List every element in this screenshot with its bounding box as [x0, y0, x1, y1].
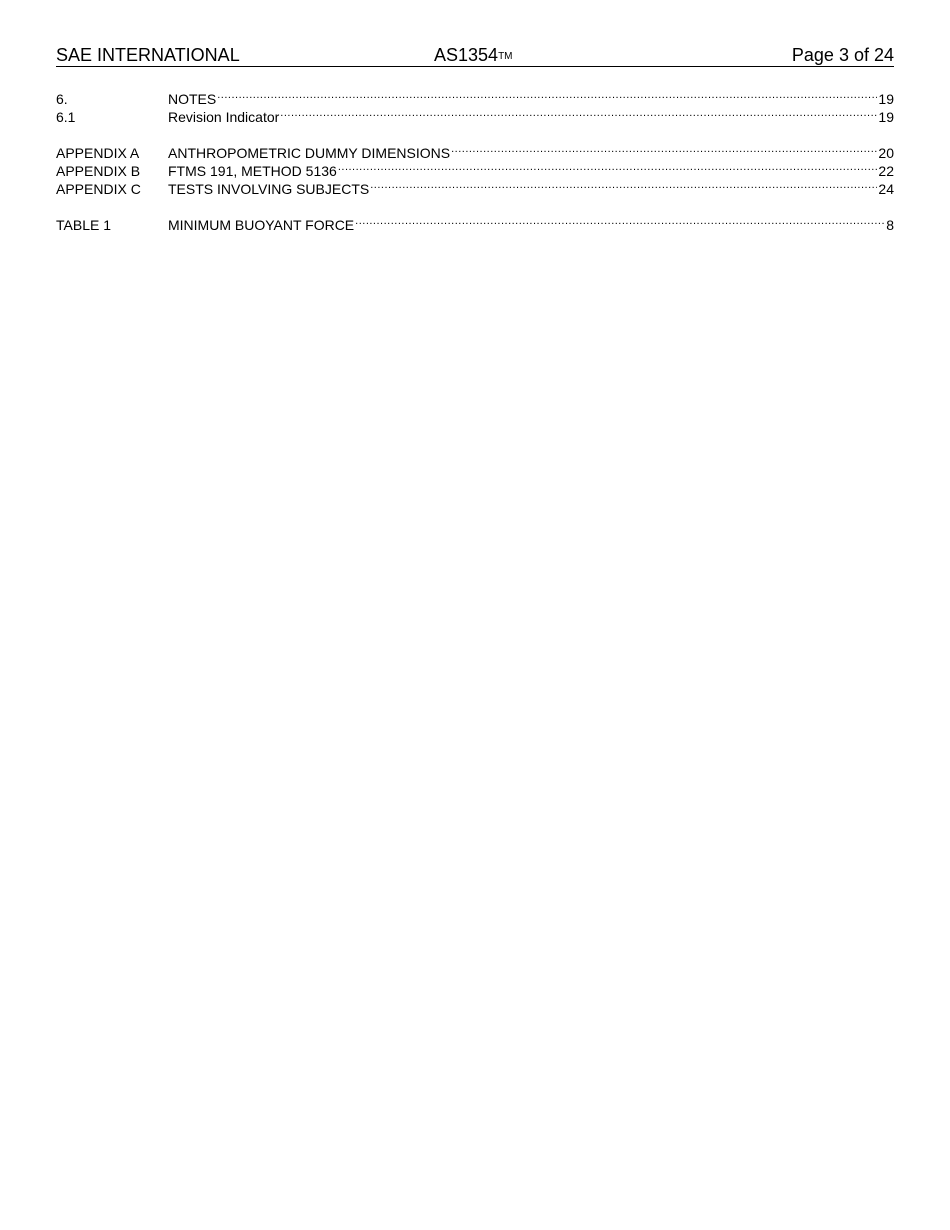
toc-entry-page: 20 — [878, 145, 894, 161]
toc-entry-title: NOTES — [168, 91, 217, 107]
header-organization: SAE INTERNATIONAL — [56, 45, 240, 65]
toc-group-appendices — [56, 140, 894, 197]
toc-entry-number: APPENDIX B — [56, 163, 141, 179]
toc-entry-title: ANTHROPOMETRIC DUMMY DIMENSIONS — [168, 145, 451, 161]
toc-entry-page: 22 — [878, 163, 894, 179]
toc-entry-number: 6. — [56, 91, 68, 107]
header-page-number: Page 3 of 24 — [791, 45, 894, 65]
toc-entry-title: TESTS INVOLVING SUBJECTS — [168, 181, 370, 197]
toc-entry-title: FTMS 191, METHOD 5136 — [168, 163, 337, 179]
toc-dot-leader — [217, 86, 877, 104]
toc-entry-number: APPENDIX C — [56, 181, 141, 197]
toc-group-tables — [56, 212, 894, 233]
toc-dot-leader — [451, 140, 877, 158]
table-of-contents — [56, 86, 894, 248]
toc-entry-number: APPENDIX A — [56, 145, 140, 161]
toc-group-notes — [56, 86, 894, 125]
toc-dot-leader — [355, 212, 885, 230]
toc-entry[interactable] — [56, 212, 894, 233]
toc-entry-page: 19 — [878, 109, 894, 125]
toc-entry-number: TABLE 1 — [56, 217, 111, 233]
toc-entry-page: 19 — [878, 91, 894, 107]
toc-entry-number: 6.1 — [56, 109, 76, 125]
toc-dot-leader — [370, 176, 877, 194]
document-id-text: AS1354 — [434, 45, 499, 65]
toc-entry-page: 24 — [878, 181, 894, 197]
toc-entry[interactable] — [56, 140, 894, 161]
header-document-id — [434, 44, 513, 68]
page-header — [56, 44, 894, 67]
toc-dot-leader — [280, 104, 877, 122]
toc-entry-title: MINIMUM BUOYANT FORCE — [168, 217, 355, 233]
trademark-symbol: TM — [498, 51, 513, 62]
toc-entry-title: Revision Indicator — [168, 109, 280, 125]
toc-entry-page: 8 — [886, 217, 894, 233]
toc-entry[interactable] — [56, 86, 894, 107]
toc-dot-leader — [338, 158, 878, 176]
